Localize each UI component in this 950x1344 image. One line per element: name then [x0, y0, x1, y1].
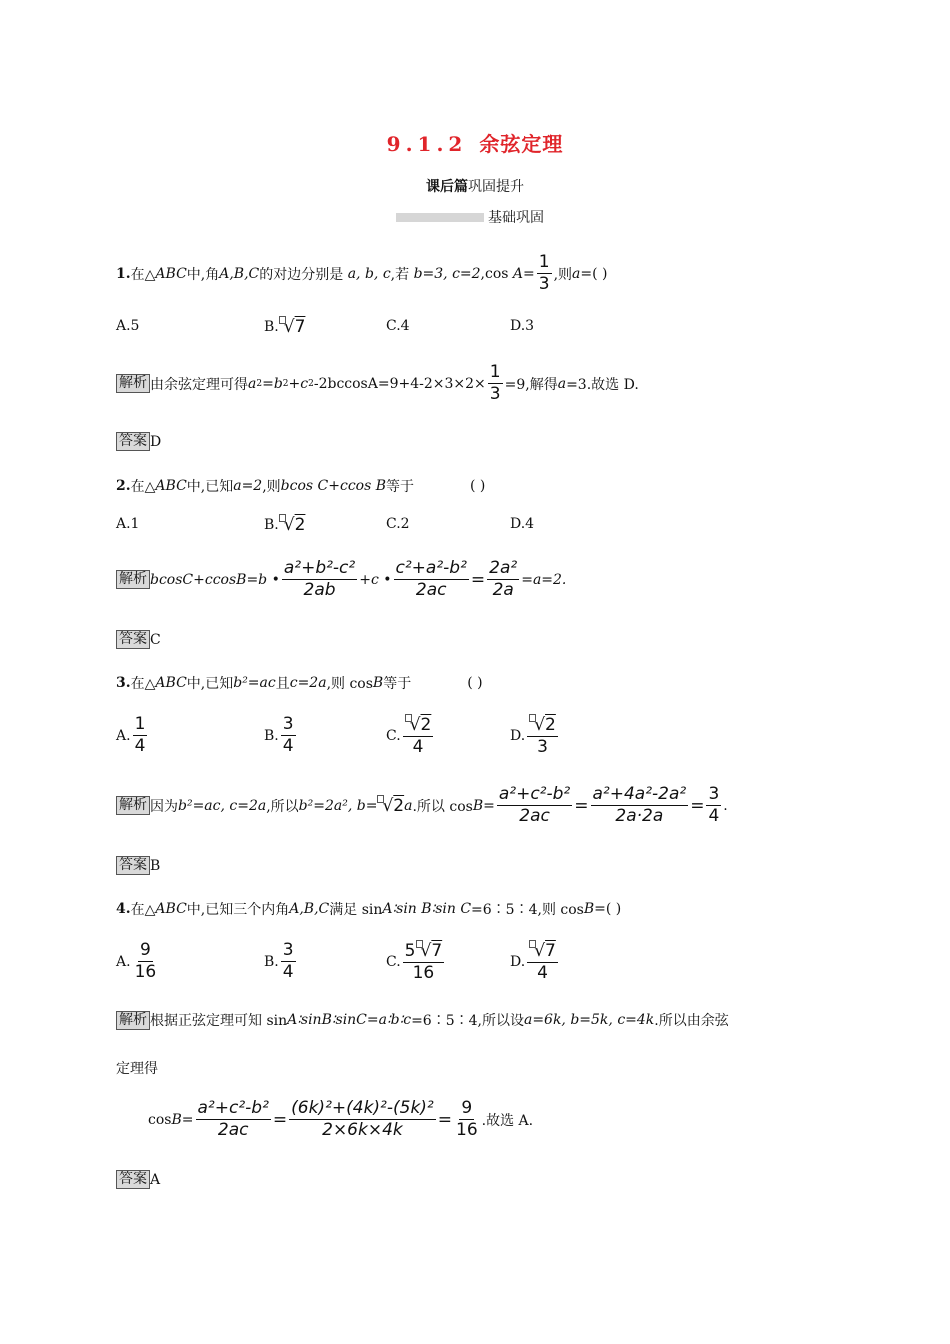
title-number: 9.1.2	[386, 132, 468, 156]
q2-analysis: 解析 bcosC+ccosB=b • $\frac{\text{a²+b²-c²}}{2ab}$ +c • $\frac{\text{c²+a²-b²}}{2ac}$ = $\frac{\text{2a²}}{2a}$ =a=2.	[116, 558, 566, 601]
answer-tag: 答案	[116, 432, 150, 451]
section-bar	[396, 213, 484, 222]
page-title	[0, 128, 950, 157]
q1-option-a: A.5	[116, 318, 140, 334]
q2-option-c: C.2	[386, 516, 410, 532]
q2-option-d: D.4	[510, 516, 535, 532]
q4-analysis: 解析 根据正弦定理可知 sin A∶sinB∶sinC=a∶b∶c =6∶5∶4,所以设 a=6k, b=5k, c=4k .所以由余弦	[116, 1010, 729, 1030]
q4-option-b: B. $\frac{3}{4}$	[264, 940, 294, 982]
q4-analysis-line2: 定理得	[116, 1061, 158, 1077]
question-1: 1. 在△ ABC 中,角 A,B,C 的对边分别是 a, b, c ,若 b=3, c=2 ,cos A= $\frac{1}{3}$ ,则 a =( )	[116, 252, 608, 294]
q2-answer: 答案 C	[116, 630, 161, 649]
question-4: 4. 在△ ABC 中,已知三个内角 A,B,C 满足 sin A∶sin B∶sin C =6∶5∶4,则 cos B =( )	[116, 901, 622, 918]
q4-option-c: C. $\frac{5 √7}{16}$	[386, 941, 443, 983]
section-header	[396, 207, 544, 227]
q3-option-b: B. $\frac{3}{4}$	[264, 714, 294, 756]
q3-answer: 答案 B	[116, 856, 160, 875]
q2-option-a: A.1	[116, 516, 140, 532]
q4-option-a: A. $\frac{9}{16}$	[116, 940, 157, 982]
subtitle	[0, 176, 950, 196]
q3-option-c: C. $\frac{√2}{4}$	[386, 715, 432, 757]
section-label: 基础巩固	[488, 210, 544, 226]
question-2: 2. 在△ ABC 中,已知 a=2 ,则 bcos C+ccos B 等于 ( )	[116, 478, 486, 495]
q4-answer: 答案 A	[116, 1170, 160, 1189]
q1-answer: 答案 D	[116, 432, 161, 451]
title-text: 余弦定理	[479, 132, 564, 156]
q1-option-c: C.4	[386, 318, 410, 334]
q3-analysis: 解析 因为 b²=ac, c=2a ,所以 b²=2a², b= √2 a .所以 cos B= $\frac{\text{a²+c²-b²}}{2ac}$ = $\frac{\text{a²+4a²-2a²}}{2a\cdot 2a}$ = $\frac{3}{4}$ .	[116, 784, 728, 827]
q1-option-b: B. √7	[264, 317, 306, 337]
analysis-tag: 解析	[116, 374, 150, 393]
fraction: $\frac{1}{3}$	[538, 252, 550, 294]
q1-analysis: 解析 由余弦定理可得 a 2 =b 2 +c 2 -2bccosA=9+4-2×3×2× $\frac{1}{3}$ =9,解得 a =3.故选 D.	[116, 362, 639, 405]
q3-option-a: A. $\frac{1}{4}$	[116, 714, 146, 756]
q4-option-d: D. $\frac{√7}{4}$	[510, 941, 556, 983]
question-3: 3. 在△ ABC 中,已知 b²=ac 且 c=2a ,则 cos B 等于 ( )	[116, 675, 483, 692]
subtitle-bold: 课后篇	[426, 179, 468, 195]
q4-analysis-formula: cos B= $\frac{\text{a²+c²-b²}}{2ac}$ = $\frac{\text{(6k)²+(4k)²-(5k)²}}{2\times 6k\times 4k}$ = $\frac{9}{16}$ .故选 A.	[148, 1098, 534, 1140]
subtitle-rest: 巩固提升	[468, 179, 524, 195]
q2-option-b: B. √2	[264, 515, 306, 535]
q1-option-d: D.3	[510, 318, 535, 334]
q3-option-d: D. $\frac{√2}{3}$	[510, 715, 556, 757]
